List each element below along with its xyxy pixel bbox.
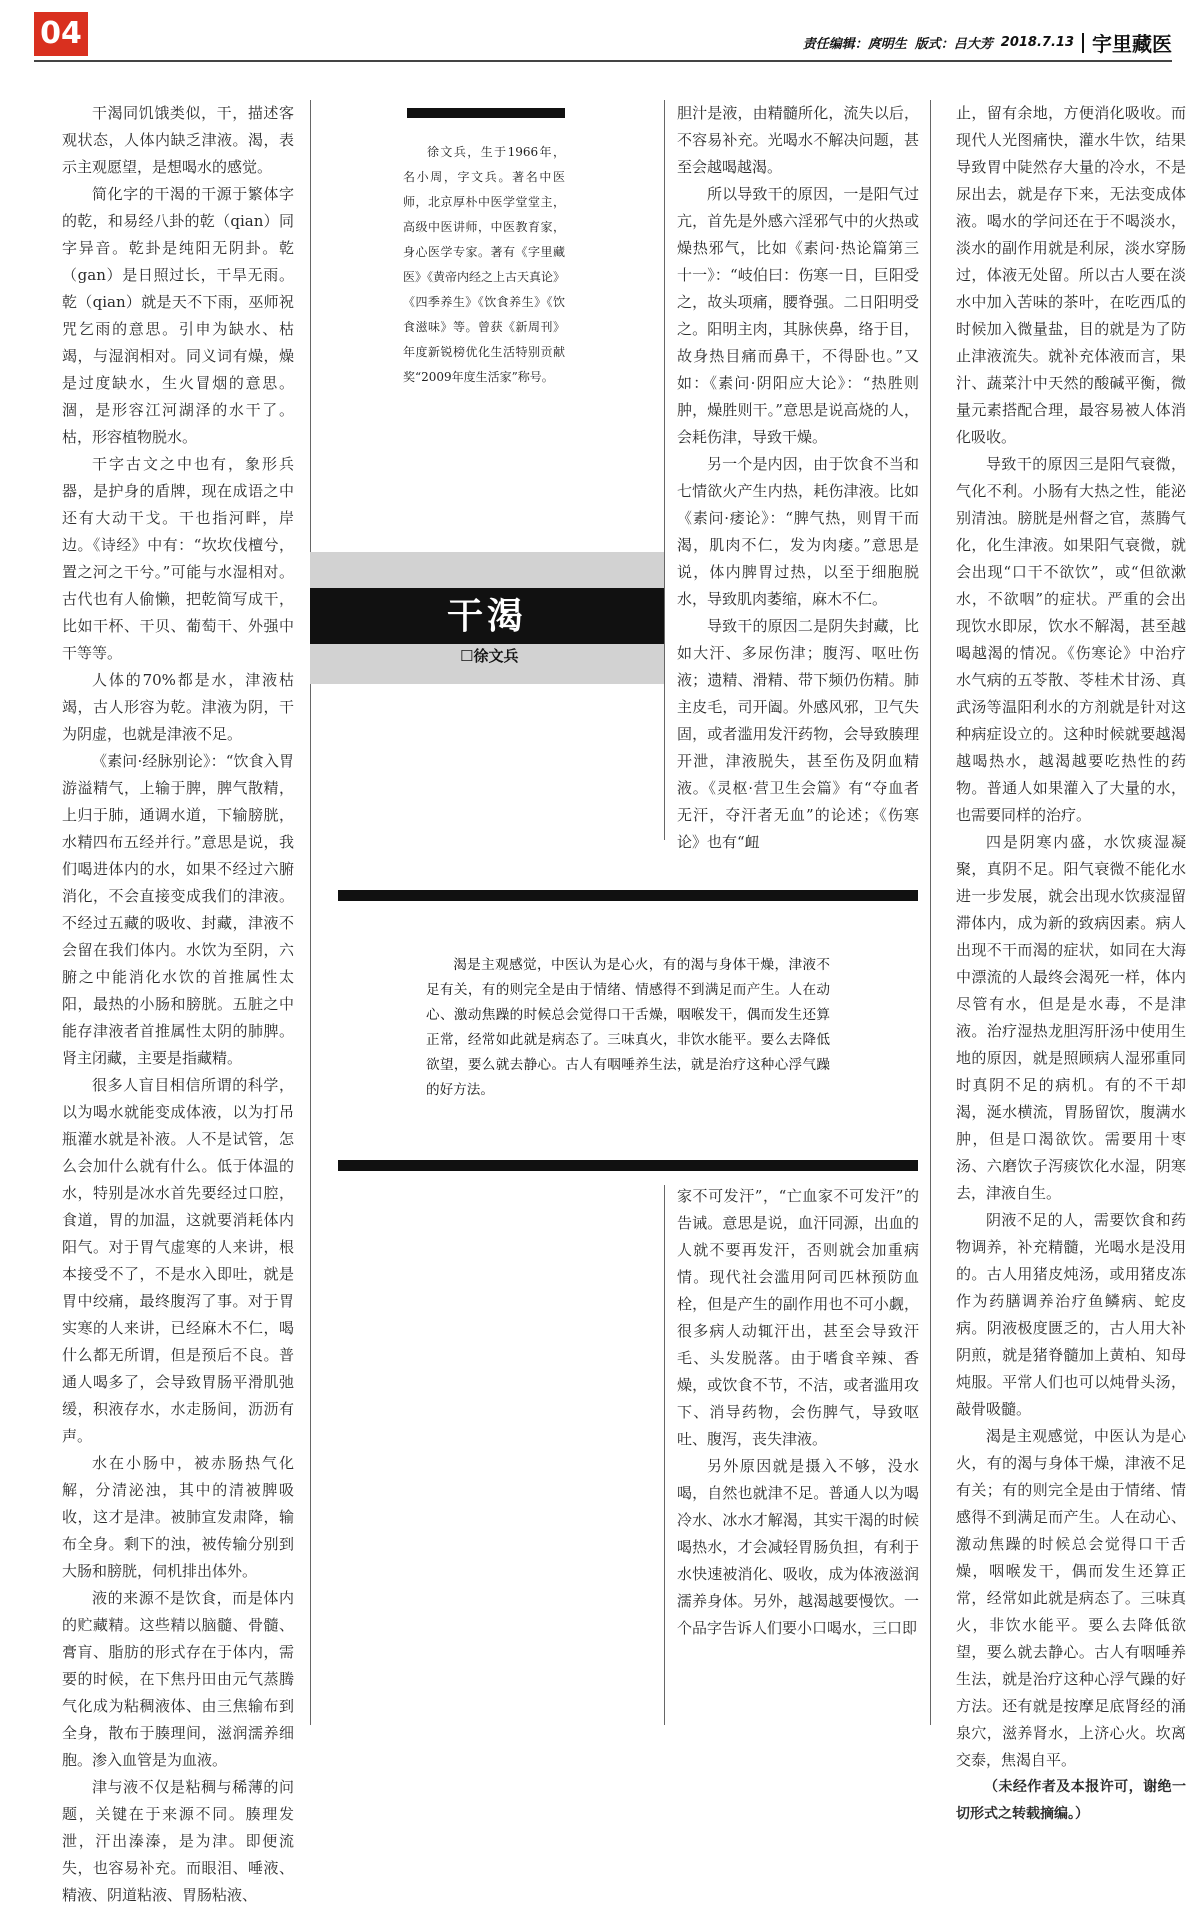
paragraph: 家不可发汗”，“亡血家不可发汗”的告诫。意思是说，血汗同源，出血的人就不要再发汗，否则就会加重病情。现代社会滥用阿司匹林预防血栓，但是产生的副作用也不可小觑，很多病人动辄汗出，甚至会导致汗毛、头发脱落。由于嗜食辛辣、香燥，或饮食不节，不洁，或者滥用攻下、消导药物，会伤脾气，导致呕吐、腹泻，丧失津液。 <box>677 1187 919 1448</box>
paragraph: 导致干的原因三是阳气衰微，气化不利。小肠有大热之性，能泌别清浊。膀胱是州督之官，蒸腾气化，化生津液。如果阳气衰微，就会出现“口干不欲饮”，或“但欲漱水，不欲咽”的症状。严重的会出现饮水即尿，饮水不解渴，甚至越喝越渴的情况。《伤寒论》中治疗水气病的五苓散、苓桂术甘汤、真武汤等温阳利水的方剂就是针对这种病症设立的。这种时候就要越渴越喝热水，越渴越要吃热性的药物。普通人如果灌入了大量的水，也需要同样的治疗。 <box>956 455 1186 824</box>
paragraph: 液的来源不是饮食，而是体内的贮藏精。这些精以脑髓、骨髓、膏肓、脂肪的形式存在于体内，需要的时候，在下焦丹田由元气蒸腾气化成为粘稠液体、由三焦输布到全身，散布于腠理间，滋润濡养细胞。渗入血管是为血液。 <box>62 1589 294 1769</box>
article-column-3-top <box>677 100 919 851</box>
column-rule <box>664 1185 665 1725</box>
paragraph: 导致干的原因二是阴失封藏，比如大汗、多尿伤津；腹泻、呕吐伤液；遗精、滑精、带下频仍伤精。肺主皮毛，司开阖。外感风邪，卫气失固，或者滥用发汗药物，会导致腠理开泄，津液脱失，甚至伤及阴血精液。《灵枢·营卫生会篇》有“夺血者无汗，夺汗者无血”的论述；《伤寒论》也有“衄 <box>677 617 919 851</box>
copyright-notice: （未经作者及本报许可，谢绝一切形式之转载摘编。） <box>956 1779 1186 1822</box>
byline: ☐徐文兵 <box>460 647 519 665</box>
pull-quote-text: 渴是主观感觉，中医认为是心火，有的渴与身体干燥，津液不足有关，有的则完全是由于情绪、情感得不到满足而产生。人在动心、激动焦躁的时候总会觉得口干舌燥，咽喉发干，偶而发生还算正常，经常如此就是病态了。三味真火，非饮水能平。要么去降低欲望，要么就去静心。古人有咽唾养生法，就是治疗这种心浮气躁的好方法。 <box>426 957 830 1098</box>
masthead <box>803 28 1172 57</box>
column-rule <box>930 100 931 1725</box>
issue-date: 2018.7.13 <box>1000 35 1074 50</box>
column-rule <box>664 100 665 840</box>
pullquote-bar-top <box>338 890 918 901</box>
paragraph: 人体的70%都是水，津液枯竭，古人形容为乾。津液为阴，干为阴虚，也就是津液不足。 <box>62 671 294 743</box>
author-bio <box>403 140 565 390</box>
paragraph: 另一个是内因，由于饮食不当和七情欲火产生内热，耗伤津液。比如《素问·痿论》：“脾气热，则胃干而渴，肌肉不仁，发为肉痿。”意思是说，体内脾胃过热，以至于细胞脱水，导致肌肉萎缩，麻木不仁。 <box>677 455 919 608</box>
bio-text: 徐文兵，生于1966年，名小周，字文兵。著名中医师，北京厚朴中医学堂堂主，高级中医讲师，中医教育家，身心医学专家。著有《字里藏医》《黄帝内经之上古天真论》《四季养生》《饮食养生》《饮食滋味》等。曾获《新周刊》年度新锐榜优化生活特别贡献奖“2009年度生活家”称号。 <box>403 145 566 384</box>
paragraph: 四是阴寒内盛，水饮痰湿凝聚，真阴不足。阳气衰微不能化水进一步发展，就会出现水饮痰湿留滞体内，成为新的致病因素。病人出现不干而渴的症状，如同在大海中漂流的人最终会渴死一样，体内尽管有水，但是是水毒，不是津液。治疗湿热龙胆泻肝汤中使用生地的原因，就是照顾病人湿邪重同时真阴不足的病机。有的不干却渴，涎水横流，胃肠留饮，腹满水肿，但是口渴欲饮。需要用十枣汤、六磨饮子泻痰饮化水湿，阴寒去，津液自生。 <box>956 833 1186 1202</box>
bio-bar <box>407 108 565 118</box>
masthead-divider <box>1082 33 1084 53</box>
paragraph: 另外原因就是摄入不够，没水喝，自然也就津不足。普通人以为喝冷水、冰水才解渴，其实干渴的时候喝热水，才会减轻胃肠负担，有利于水快速被消化、吸收，成为体液滋润濡养身体。另外，越渴越要慢饮。一个品字告诉人们要小口喝水，三口即 <box>677 1457 919 1637</box>
paragraph: 简化字的干渴的干源于繁体字的乾，和易经八卦的乾（qian）同字异音。乾卦是纯阳无阴卦。乾（gan）是日照过长，干旱无雨。乾（qian）就是天不下雨，巫师祝咒乞雨的意思。引申为缺水、枯竭，与湿润相对。同义词有燥，燥是过度缺水，生火冒烟的意思。涸，是形容江河湖泽的水干了。枯，形容植物脱水。 <box>62 185 294 446</box>
paragraph: 津与液不仅是粘稠与稀薄的问题，关键在于来源不同。腠理发泄，汗出溱溱，是为津。即便流失，也容易补充。而眼泪、唾液、精液、阴道粘液、胃肠粘液、 <box>62 1778 294 1904</box>
paragraph: 水在小肠中，被赤肠热气化解，分清泌浊，其中的清被脾吸收，这才是津。被肺宣发肃降，输布全身。剩下的浊，被传输分别到大肠和膀胱，伺机排出体外。 <box>62 1454 294 1580</box>
column-rule <box>310 100 311 1725</box>
article-title: 干渴 <box>446 595 527 637</box>
paragraph: 阴液不足的人，需要饮食和药物调养，补充精髓，光喝水是没用的。古人用猪皮炖汤，或用猪皮冻作为药膳调养治疗鱼鳞病、蛇皮病。阴液极度匮乏的，古人用大补阴煎，就是猪脊髓加上黄柏、知母炖服。平常人们也可以炖骨头汤，敲骨吸髓。 <box>956 1211 1186 1418</box>
header-rule <box>34 60 1172 62</box>
editor-credit: 责任编辑：庹明生 <box>802 37 907 52</box>
layout-credit: 版式：吕大芳 <box>914 37 993 52</box>
paragraph: 《素问·经脉别论》：“饮食入胃游溢精气，上输于脾，脾气散精，上归于肺，通调水道，下输膀胱，水精四布五经并行。”意思是说，我们喝进体内的水，如果不经过六腑消化，不会直接变成我们的津液。不经过五藏的吸收、封藏，津液不会留在我们体内。水饮为至阴，六腑之中能消化水饮的首推属性太阳，最热的小肠和膀胱。五脏之中能存津液者首推属性太阴的肺脾。肾主闭藏，主要是指藏精。 <box>62 752 294 1067</box>
paragraph: 很多人盲目相信所谓的科学，以为喝水就能变成体液，以为打吊瓶灌水就是补液。人不是试管，怎么会加什么就有什么。低于体温的水，特别是冰水首先要经过口腔，食道，胃的加温，这就要消耗体内阳气。对于胃气虚寒的人来讲，根本接受不了，不是水入即吐，就是胃中绞痛，最终腹泻了事。对于胃实寒的人来讲，已经麻木不仁，喝什么都无所谓，但是预后不良。普通人喝多了，会导致胃肠平滑肌弛缓，积液存水，水走肠间，沥沥有声。 <box>62 1076 294 1445</box>
paragraph: 渴是主观感觉，中医认为是心火，有的渴与身体干燥，津液不足有关；有的则完全是由于情绪、情感得不到满足而产生。人在动心、激动焦躁的时候总会觉得口干舌燥，咽喉发干，偶而发生还算正常，经常如此就是病态了。三味真火，非饮水能平。要么去降低欲望，要么就去静心。古人有咽唾养生法，就是治疗这种心浮气躁的好方法。还有就是按摩足底肾经的涌泉穴，滋养肾水，上济心火。坎离交泰，焦渴自平。 <box>956 1427 1186 1769</box>
paragraph: 干字古文之中也有，象形兵器，是护身的盾牌，现在成语之中还有大动干戈。干也指河畔，岸边。《诗经》中有：“坎坎伐檀兮，置之河之干兮。”可能与水湿相对。古代也有人偷懒，把乾简写成干，比如干杯、干贝、葡萄干、外强中干等等。 <box>62 455 294 662</box>
pullquote-bar-bottom <box>338 1160 918 1171</box>
paragraph: 胆汁是液，由精髓所化，流失以后，不容易补充。光喝水不解决问题，甚至会越喝越渴。 <box>677 104 919 176</box>
paragraph: 所以导致干的原因，一是阳气过亢，首先是外感六淫邪气中的火热或燥热邪气，比如《素问·热论篇第三十一》：“岐伯曰：伤寒一日，巨阳受之，故头项痛，腰脊强。二日阳明受之。阳明主肉，其脉侠鼻，络于目，故身热目痛而鼻干，不得卧也。”又如：《素问·阴阳应大论》：“热胜则肿，燥胜则干。”意思是说高烧的人，会耗伤津，导致干燥。 <box>677 185 919 446</box>
article-column-3-bottom <box>677 1183 919 1728</box>
pull-quote <box>426 953 830 1103</box>
page-number-badge: 04 <box>34 12 88 56</box>
column-brand: 宇里藏医 <box>1092 32 1172 56</box>
article-column-1 <box>62 100 294 1909</box>
article-column-4 <box>956 100 1186 1822</box>
paragraph: 干渴同饥饿类似，干，描述客观状态，人体内缺乏津液。渴，表示主观愿望，是想喝水的感觉。 <box>62 104 294 176</box>
paragraph: 止，留有余地，方便消化吸收。而现代人光图痛快，灌水牛饮，结果导致胃中陡然存大量的冷水，不是尿出去，就是存下来，无法变成体液。喝水的学问还在于不喝淡水，淡水的副作用就是利尿，淡水穿肠过，体液无处留。所以古人要在淡水中加入苦味的茶叶，在吃西瓜的时候加入微量盐，目的就是为了防止津液流失。就补充体液而言，果汁、蔬菜汁中天然的酸碱平衡，微量元素搭配合理，最容易被人体消化吸收。 <box>956 104 1186 446</box>
